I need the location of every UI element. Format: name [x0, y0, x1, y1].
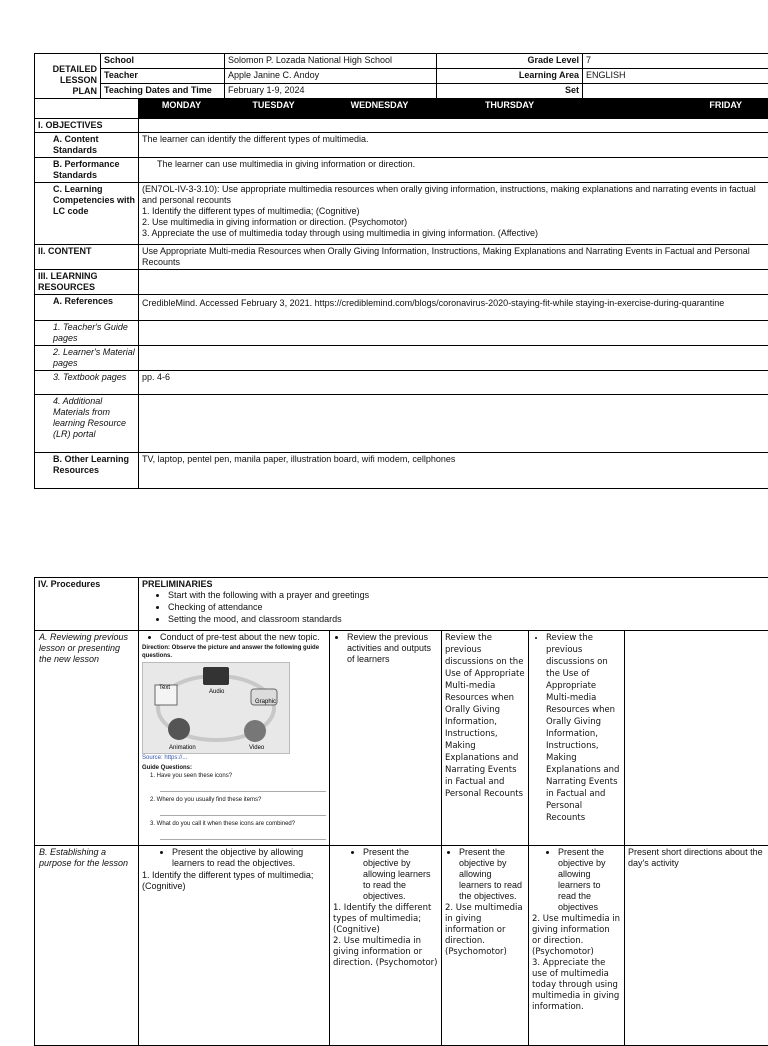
guide-question-2: 2. Where do you usually find these items?	[142, 796, 326, 804]
purpose-tuesday-line-1: 1. Identify the different types of multimedia; (Cognitive)	[333, 903, 438, 936]
reviewing-monday	[139, 631, 330, 846]
purpose-bullet-tuesday: • Present the objective by allowing learners to read the objectives.	[363, 847, 438, 902]
label-video: Video	[249, 745, 265, 751]
purpose-monday	[139, 846, 330, 1046]
textbook-label: 3. Textbook pages	[35, 371, 139, 395]
competency-code: (EN7OL-IV-3-3.10): Use appropriate multimedia resources when orally giving information, instructions, making explanations and narrating events in factual and personal recounts	[142, 184, 765, 206]
purpose-bullet-wednesday: • Present the objective by allowing learners to read the objectives.	[459, 847, 525, 902]
content-standards-value: The learner can identify the different types of multimedia.	[139, 133, 768, 158]
content-value: Use Appropriate Multi-media Resources when Orally Giving Information, Instructions, Making Explanations and Narrating Events in Factual and Personal Recounts	[139, 245, 768, 270]
label-audio: Audio	[209, 689, 225, 695]
teachers-guide-label: 1. Teacher's Guide pages	[35, 321, 139, 346]
grade-value: 7	[583, 54, 768, 69]
purpose-thursday-line-1: 2. Use multimedia in giving information or direction. (Psychomotor)	[532, 914, 621, 958]
purpose-bullet-monday: • Present the objective by allowing learners to read the objectives.	[172, 847, 326, 869]
purpose-thursday-line-2: 3. Appreciate the use of multimedia today through using multimedia in giving information.	[532, 958, 621, 1013]
pretest-direction: Direction: Observe the picture and answer the following guide questions.	[142, 644, 326, 660]
dates-value: February 1-9, 2024	[225, 84, 437, 99]
references-label: A. References	[35, 295, 139, 321]
purpose-thursday	[529, 846, 625, 1046]
competencies-value	[139, 183, 768, 245]
preliminaries-title: PRELIMINARIES	[142, 579, 765, 590]
preliminary-item: • Setting the mood, and classroom standards	[168, 614, 765, 625]
competency-2: 2. Use multimedia in giving information or direction. (Psychomotor)	[142, 217, 765, 228]
other-resources-value: TV, laptop, pentel pen, manila paper, illustration board, wifi modem, cellphones	[139, 453, 768, 489]
school-value: Solomon P. Lozada National High School	[225, 54, 437, 69]
pretest-bullet: • Conduct of pre-test about the new topic.	[160, 632, 326, 643]
set-label: Set	[437, 84, 583, 99]
preliminary-item: • Start with the following with a prayer and greetings	[168, 590, 765, 601]
label-text: Text	[159, 685, 170, 691]
other-resources-label: B. Other Learning Resources	[35, 453, 139, 489]
dates-label: Teaching Dates and Time	[101, 84, 225, 99]
purpose-wednesday-line: 2. Use multimedia in giving information or direction. (Psychomotor)	[445, 903, 525, 958]
reviewing-thursday	[529, 631, 625, 846]
purpose-tuesday	[330, 846, 442, 1046]
review-bullet-thursday: • Review the previous discussions on the Use of Appropriate Multi-media Resources when Orally Giving Information, Instructions, Making Explanations and Narrating Events in Factual and Personal Recounts	[546, 632, 621, 824]
competency-3: 3. Appreciate the use of multimedia today through using multimedia in giving information. (Affective)	[142, 228, 765, 239]
reviewing-friday	[625, 631, 768, 846]
grade-label: Grade Level	[437, 54, 583, 69]
performance-standards-value: The learner can use multimedia in giving information or direction.	[139, 158, 768, 183]
area-label: Learning Area	[437, 69, 583, 84]
objectives-heading: I. OBJECTIVES	[35, 119, 139, 133]
performance-standards-label: B. Performance Standards	[35, 158, 139, 183]
label-animation: Animation	[169, 745, 196, 751]
reviewing-wednesday: Review the previous discussions on the Use of Appropriate Multi-media Resources when Orally Giving Information, Instructions, Making Explanations and Narrating Events in Factual and Personal Recounts	[442, 631, 529, 846]
learners-material-label: 2. Learner's Material pages	[35, 346, 139, 371]
procedures-heading: IV. Procedures	[35, 578, 139, 631]
content-standards-label: A. Content Standards	[35, 133, 139, 158]
purpose-tuesday-line-2: 2. Use multimedia in giving information or direction. (Psychomotor)	[333, 936, 438, 969]
area-value: ENGLISH	[583, 69, 768, 84]
competencies-label: C. Learning Competencies with LC code	[35, 183, 139, 245]
label-graphic: Graphic	[255, 699, 276, 705]
competency-1: 1. Identify the different types of multimedia; (Cognitive)	[142, 206, 765, 217]
content-heading: II. CONTENT	[35, 245, 139, 270]
multimedia-icons-illustration	[143, 663, 289, 753]
preliminaries-cell	[139, 578, 768, 631]
day-friday: FRIDAY	[583, 99, 768, 119]
review-bullet-tuesday: • Review the previous activities and outputs of learners	[347, 632, 438, 665]
guide-question-1: 1. Have you seen these icons?	[142, 772, 326, 780]
school-label: School	[101, 54, 225, 69]
set-value	[583, 84, 768, 99]
guide-question-3: 3. What do you call it when these icons are combined?	[142, 820, 326, 828]
dlp-label: DETAILED LESSON PLAN	[35, 54, 101, 99]
teacher-value: Apple Janine C. Andoy	[225, 69, 437, 84]
reviewing-label: A. Reviewing previous lesson or presenting the new lesson	[35, 631, 139, 846]
day-monday: MONDAY	[139, 99, 225, 119]
lesson-plan-table	[34, 53, 768, 489]
purpose-bullet-thursday: • Present the objective by allowing learners to read the objectives	[558, 847, 621, 913]
references-value: CredibleMind. Accessed February 3, 2021. https://crediblemind.com/blogs/coronavirus-2020-staying-fit-while staying-in-exercise-during-quarantine	[139, 295, 768, 321]
preliminary-item: • Checking of attendance	[168, 602, 765, 613]
learning-resources-heading: III. LEARNING RESOURCES	[35, 270, 139, 295]
purpose-wednesday	[442, 846, 529, 1046]
day-thursday: THURSDAY	[437, 99, 583, 119]
purpose-label: B. Establishing a purpose for the lesson	[35, 846, 139, 1046]
procedures-table	[34, 577, 768, 1046]
purpose-monday-line: 1. Identify the different types of multimedia; (Cognitive)	[142, 870, 326, 892]
additional-materials-label: 4. Additional Materials from learning Resource (LR) portal	[35, 395, 139, 453]
multimedia-image	[142, 662, 290, 754]
day-wednesday: WEDNESDAY	[323, 99, 437, 119]
textbook-value: pp. 4-6	[139, 371, 768, 395]
day-tuesday: TUESDAY	[225, 99, 323, 119]
purpose-friday: Present short directions about the day's activity	[625, 846, 768, 1046]
guide-questions-title: Guide Questions:	[142, 764, 326, 772]
image-source: Source: https://...	[142, 754, 326, 762]
reviewing-tuesday	[330, 631, 442, 846]
teacher-label: Teacher	[101, 69, 225, 84]
